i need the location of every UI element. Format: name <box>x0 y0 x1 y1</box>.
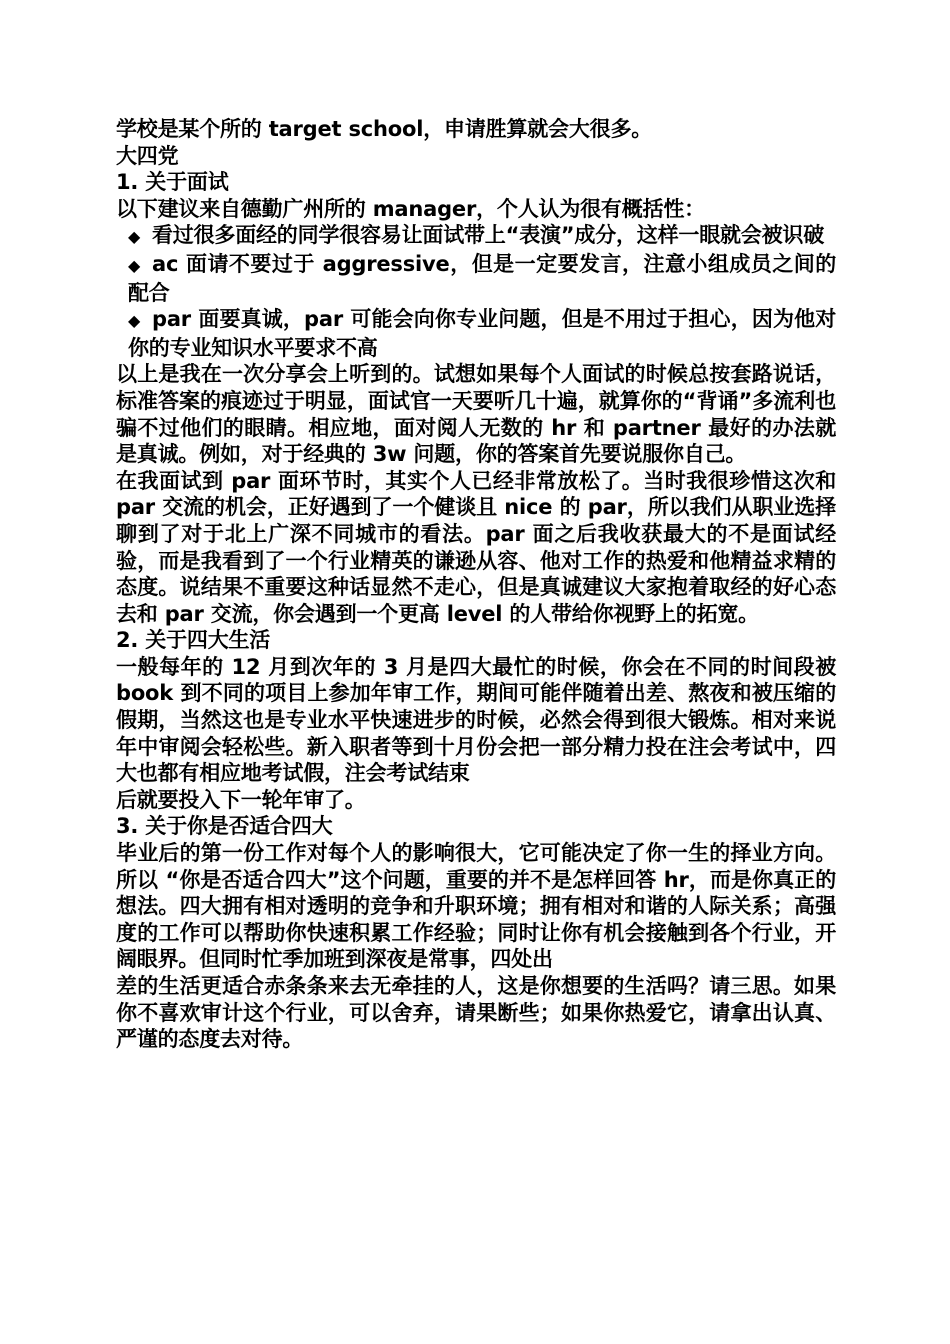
document-page <box>116 116 836 1053</box>
heading-senior: 大四党 <box>116 143 179 168</box>
paragraph-annual-audit: 后就要投入下一轮年审了。 <box>116 787 366 812</box>
heading-suitability: 3. 关于你是否适合四大 <box>116 814 333 839</box>
heading-interview: 1. 关于面试 <box>116 170 229 195</box>
paragraph-manager-advice: 以下建议来自德勤广州所的 manager，个人认为很有概括性： <box>116 196 705 221</box>
bullet-item-ac <box>116 251 836 306</box>
paragraph-think-thrice: 差的生活更适合赤条条来去无牵挂的人，这是你想要的生活吗？请三思。如果你不喜欢审计这个行业，可以舍弃，请果断些；如果你热爱它，请拿出认真、严谨的态度去对待。 <box>116 974 836 1052</box>
bullet-text: ac 面请不要过于 aggressive，但是一定要发言，注意小组成员之间的配合 <box>128 251 836 305</box>
bullet-item-par <box>116 306 836 361</box>
diamond-bullet-icon: ◆ <box>128 311 141 331</box>
diamond-bullet-icon: ◆ <box>128 227 141 247</box>
paragraph-first-job: 毕业后的第一份工作对每个人的影响很大，它可能决定了你一生的择业方向。所以 “你是否适合四大”这个问题，重要的并不是怎样回答 hr，而是你真正的想法。四大拥有相对透明的竞争和升职环境；拥有相对和谐的人际关系；高强度的工作可以帮助你快速积累工作经验；同时让你有机会接触到各个行业，开阔眼界。但同时忙季加班到深夜是常事，四处出 <box>116 841 836 972</box>
bullet-item-performance <box>116 222 836 251</box>
heading-big-four-life: 2. 关于四大生活 <box>116 628 271 653</box>
bullet-text: par 面要真诚，par 可能会向你专业问题，但是不用过于担心，因为他对你的专业知识水平要求不高 <box>128 307 836 360</box>
bullet-text: 看过很多面经的同学很容易让面试带上“表演”成分，这样一眼就会被识破 <box>152 223 825 248</box>
diamond-bullet-icon: ◆ <box>128 255 141 275</box>
paragraph-par-interview: 在我面试到 par 面环节时，其实个人已经非常放松了。当时我很珍惜这次和 par 交流的机会，正好遇到了一个健谈且 nice 的 par，所以我们从职业选择聊到了对于北上广深不同城市的看法。par 面之后我收获最大的不是面试经验，而是我看到了一个行业精英的谦逊从容、他对工作的热爱和他精益求精的态度。说结果不重要这种话显然不走心，但是真诚建议大家抱着取经的好心态去和 par 交流，你会遇到一个更高 level 的人带给你视野上的拓宽。 <box>116 468 836 626</box>
paragraph-target-school: 学校是某个所的 target school，申请胜算就会大很多。 <box>116 117 653 141</box>
paragraph-busy-season: 一般每年的 12 月到次年的 3 月是四大最忙的时候，你会在不同的时间段被 book 到不同的项目上参加年审工作，期间可能伴随着出差、熬夜和被压缩的假期，当然这也是专业水平快速进步的时候，必然会得到很大锻炼。相对来说年中审阅会轻松些。新入职者等到十月份会把一部分精力投在注会考试中，四大也都有相应地考试假，注会考试结束 <box>116 654 836 786</box>
paragraph-sincerity: 以上是我在一次分享会上听到的。试想如果每个人面试的时候总按套路说话，标准答案的痕迹过于明显，面试官一天要听几十遍，就算你的“背诵”多流利也骗不过他们的眼睛。相应地，面对阅人无数的 hr 和 partner 最好的办法就是真诚。例如，对于经典的 3w 问题，你的答案首先要说服你自己。 <box>116 362 836 467</box>
